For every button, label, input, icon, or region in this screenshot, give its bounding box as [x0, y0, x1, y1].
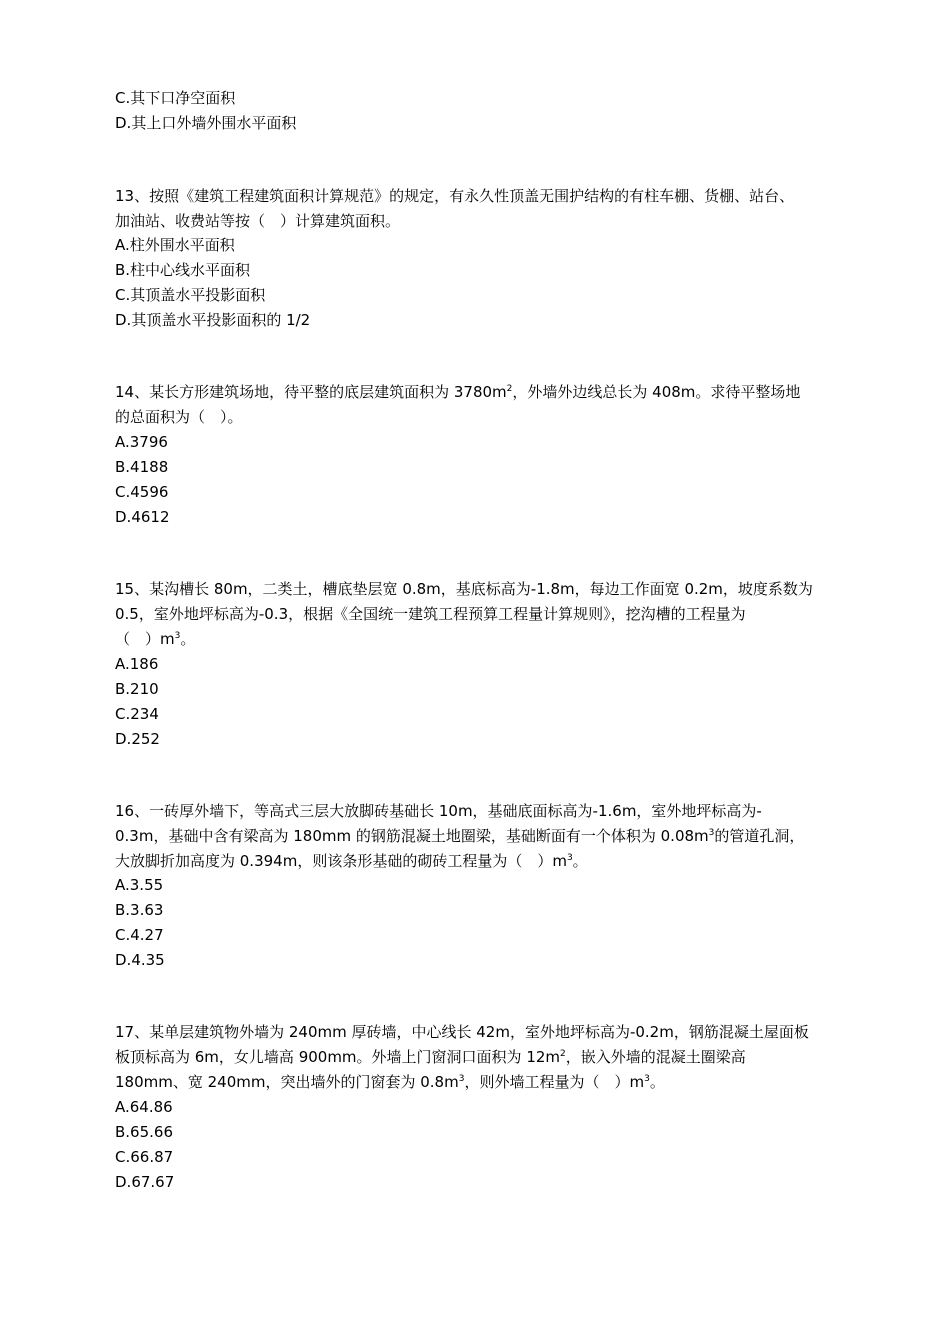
q13-option-a: A.柱外围水平面积 [115, 236, 235, 254]
q13-stem-line-2: 加油站、收费站等按（ ）计算建筑面积。 [115, 212, 401, 230]
q17-text-a: 板顶标高为 6m，女儿墙高 900mm。外墙上门窗洞口面积为 12m [115, 1048, 561, 1066]
q17-stem-line-1: 17、某单层建筑物外墙为 240mm 厚砖墙，中心线长 42m，室外地坪标高为-0.2m，钢筋混凝土屋面板 [115, 1023, 809, 1041]
q13-option-d: D.其顶盖水平投影面积的 1/2 [115, 311, 311, 329]
q16-option-d: D.4.35 [115, 951, 165, 969]
q17-sup-3: 3 [644, 1074, 650, 1084]
q16-text-b: 的管道孔洞， [714, 827, 805, 845]
q14-text-b: ，外墙外边线总长为 408m。求待平整场地 [512, 383, 801, 401]
q14-option-c: C.4596 [115, 483, 169, 501]
q13-option-b: B.柱中心线水平面积 [115, 261, 251, 279]
q15-option-d: D.252 [115, 730, 160, 748]
q16-text-c: 大放脚折加高度为 0.394m，则该条形基础的砌砖工程量为（ ）m [115, 852, 567, 870]
q15-option-b: B.210 [115, 680, 159, 698]
q14-option-a: A.3796 [115, 433, 168, 451]
q16-text-d: 。 [572, 852, 588, 870]
q15-stem-line-3 [115, 629, 195, 649]
q16-option-a: A.3.55 [115, 876, 164, 894]
q16-stem-line-1: 16、一砖厚外墙下，等高式三层大放脚砖基础长 10m，基础底面标高为-1.6m，室外地坪标高为- [115, 802, 762, 820]
q17-text-b: ，嵌入外墙的混凝土圈梁高 [565, 1048, 746, 1066]
q17-stem-line-3 [115, 1072, 665, 1092]
q15-text-b: 。 [180, 630, 196, 648]
q17-stem-line-2 [115, 1047, 746, 1067]
q15-sup: 3 [174, 631, 181, 641]
q15-stem-line-2: 0.5，室外地坪标高为-0.3，根据《全国统一建筑工程预算工程量计算规则》，挖沟槽的工程量为 [115, 605, 746, 623]
q17-text-d: ，则外墙工程量为（ ）m [464, 1073, 645, 1091]
q15-option-c: C.234 [115, 705, 159, 723]
q16-text-a: 0.3m，基础中含有梁高为 180mm 的钢筋混凝土地圈梁，基础断面有一个体积为 0.08m [115, 827, 709, 845]
q16-sup-1: 3 [708, 828, 715, 838]
q14-option-b: B.4188 [115, 458, 169, 476]
q16-stem-line-3 [115, 851, 588, 871]
q14-option-d: D.4612 [115, 508, 170, 526]
q17-text-e: 。 [649, 1073, 665, 1091]
q15-option-a: A.186 [115, 655, 159, 673]
q14-sup-1: 2 [506, 384, 513, 394]
q17-option-d: D.67.67 [115, 1173, 175, 1191]
q16-sup-2: 3 [566, 853, 573, 863]
option-d-prev: D.其上口外墙外围水平面积 [115, 114, 297, 132]
option-c-prev: C.其下口净空面积 [115, 89, 236, 107]
q16-stem-line-2 [115, 826, 804, 846]
q17-text-c: 180mm、宽 240mm，突出墙外的门窗套为 0.8m [115, 1073, 459, 1091]
q17-option-b: B.65.66 [115, 1123, 174, 1141]
q15-text-a: （ ）m [115, 630, 175, 648]
q17-sup-1: 2 [560, 1049, 566, 1059]
q17-option-c: C.66.87 [115, 1148, 174, 1166]
q13-option-c: C.其顶盖水平投影面积 [115, 286, 266, 304]
q14-text-a: 14、某长方形建筑场地，待平整的底层建筑面积为 3780m [115, 383, 507, 401]
q15-stem-line-1: 15、某沟槽长 80m，二类土，槽底垫层宽 0.8m，基底标高为-1.8m，每边工作面宽 0.2m，坡度系数为 [115, 580, 813, 598]
q14-stem-line-2: 的总面积为（ ）。 [115, 408, 243, 426]
q14-stem-line-1 [115, 382, 800, 402]
q16-option-c: C.4.27 [115, 926, 164, 944]
q17-sup-2: 3 [458, 1074, 465, 1084]
q16-option-b: B.3.63 [115, 901, 164, 919]
q13-stem-line-1: 13、按照《建筑工程建筑面积计算规范》的规定，有永久性顶盖无围护结构的有柱车棚、货棚、站台、 [115, 187, 795, 205]
q17-option-a: A.64.86 [115, 1098, 173, 1116]
